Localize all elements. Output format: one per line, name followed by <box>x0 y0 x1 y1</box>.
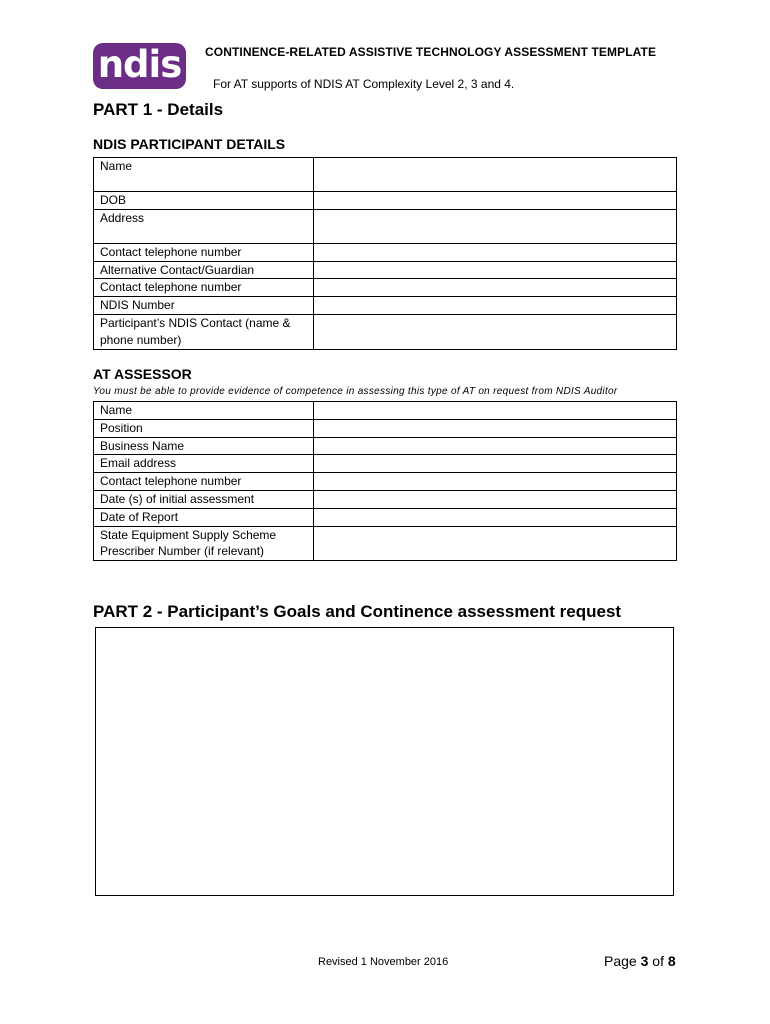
business-name-field[interactable] <box>314 437 677 455</box>
at-assessor-heading: AT ASSESSOR <box>93 366 192 382</box>
field-label: Name <box>94 402 314 420</box>
table-row <box>94 297 677 315</box>
table-row <box>94 279 677 297</box>
field-label: NDIS Number <box>94 297 314 315</box>
participant-dob-field[interactable] <box>314 192 677 210</box>
at-assessor-table <box>93 401 677 561</box>
document-subtitle: For AT supports of NDIS AT Complexity Level 2, 3 and 4. <box>213 77 515 91</box>
prescriber-number-field[interactable] <box>314 526 677 561</box>
page-total: 8 <box>667 953 676 969</box>
table-row <box>94 455 677 473</box>
field-label: Participant’s NDIS Contact (name & phone number) <box>94 314 314 349</box>
table-row <box>94 261 677 279</box>
field-label: Contact telephone number <box>94 279 314 297</box>
table-row <box>94 243 677 261</box>
field-label: Date of Report <box>94 508 314 526</box>
email-address-field[interactable] <box>314 455 677 473</box>
field-label: Contact telephone number <box>94 473 314 491</box>
document-title: CONTINENCE-RELATED ASSISTIVE TECHNOLOGY ASSESSMENT TEMPLATE <box>205 45 657 59</box>
table-row <box>94 473 677 491</box>
assessor-phone-field[interactable] <box>314 473 677 491</box>
field-label: Business Name <box>94 437 314 455</box>
ndis-number-field[interactable] <box>314 297 677 315</box>
page-current: 3 <box>640 953 649 969</box>
table-row <box>94 490 677 508</box>
field-label: DOB <box>94 192 314 210</box>
part1-heading: PART 1 - Details <box>93 100 224 119</box>
alternative-contact-phone-field[interactable] <box>314 279 677 297</box>
page-of: of <box>652 953 664 969</box>
table-row <box>94 158 677 192</box>
field-label: Email address <box>94 455 314 473</box>
participant-address-field[interactable] <box>314 209 677 243</box>
assessor-note: You must be able to provide evidence of competence in assessing this type of AT on request from NDIS Auditor <box>93 386 618 397</box>
table-row <box>94 402 677 420</box>
participant-details-heading: NDIS PARTICIPANT DETAILS <box>93 136 286 152</box>
field-label: Alternative Contact/Guardian <box>94 261 314 279</box>
page-number <box>604 953 676 969</box>
table-row <box>94 209 677 243</box>
field-label: Address <box>94 209 314 243</box>
table-row <box>94 508 677 526</box>
field-label: Contact telephone number <box>94 243 314 261</box>
revised-date: Revised 1 November 2016 <box>318 956 449 968</box>
assessor-name-field[interactable] <box>314 402 677 420</box>
table-row <box>94 314 677 349</box>
page-word: Page <box>604 953 637 969</box>
report-date-field[interactable] <box>314 508 677 526</box>
field-label: State Equipment Supply Scheme Prescriber Number (if relevant) <box>94 526 314 561</box>
participant-phone-field[interactable] <box>314 243 677 261</box>
alternative-contact-field[interactable] <box>314 261 677 279</box>
field-label: Position <box>94 419 314 437</box>
field-label: Date (s) of initial assessment <box>94 490 314 508</box>
table-row <box>94 526 677 561</box>
initial-assessment-date-field[interactable] <box>314 490 677 508</box>
participant-details-table <box>93 157 677 350</box>
goals-text-area[interactable] <box>95 627 674 896</box>
participant-name-field[interactable] <box>314 158 677 192</box>
field-label: Name <box>94 158 314 192</box>
ndis-contact-field[interactable] <box>314 314 677 349</box>
table-row <box>94 419 677 437</box>
ndis-logo: ndis <box>93 43 186 89</box>
table-row <box>94 192 677 210</box>
assessor-position-field[interactable] <box>314 419 677 437</box>
part2-heading: PART 2 - Participant’s Goals and Continence assessment request <box>93 602 622 621</box>
table-row <box>94 437 677 455</box>
